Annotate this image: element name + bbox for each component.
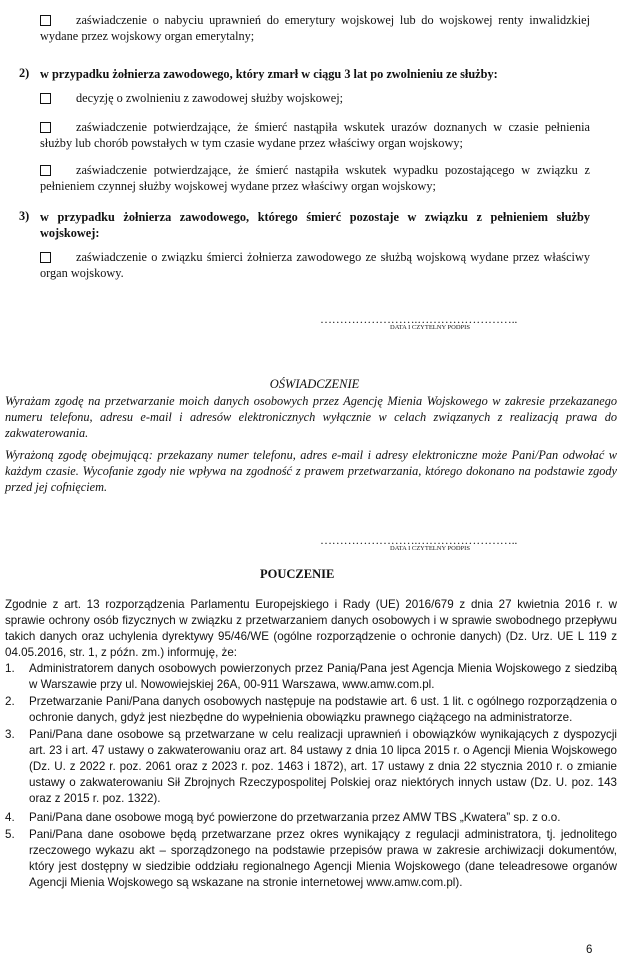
case-3-heading: w przypadku żołnierza zawodowego, którego śmierć pozostaje w związku z pełnieniem służby wojskowej: xyxy=(40,210,590,240)
option-emerytura: zaświadczenie o nabyciu uprawnień do emerytury wojskowej lub do wojskowej renty inwalidzkiej wydane przez wojskowy organ emerytalny; xyxy=(40,13,590,43)
case-2-heading: w przypadku żołnierza zawodowego, który zmarł w ciągu 3 lat po zwolnieniu ze służby: xyxy=(40,67,498,81)
list-item-number: 3. xyxy=(5,728,15,741)
case-2-option-2: zaświadczenie potwierdzające, że śmierć nastąpiła wskutek urazów doznanych w czasie pełnienia służby lub chorób powstałych w tym czasie wydane przez właściwy organ wojskowy; xyxy=(40,120,590,150)
oswiadczenie-paragraph-1: Wyrażam zgodę na przetwarzanie moich danych osobowych przez Agencję Mienia Wojskowego w zakresie przekazanego numeru telefonu, adresu e-mail i adresów elektronicznych wyłącznie w celach związanych z realizacją prawa do zakwaterowania. xyxy=(5,394,617,440)
case-3-option-1: zaświadczenie o związku śmierci żołnierza zawodowego ze służbą wojskową wydane przez właściwy organ wojskowy. xyxy=(40,250,590,280)
case-3-number: 3) xyxy=(19,209,30,223)
list-item-text: Pani/Pana dane osobowe są przetwarzane w celu realizacji uprawnień i obowiązków wynikających z dyspozycji art. 23 i art. 47 ustawy o zakwaterowaniu oraz art. 84 ustawy z dnia 10 lipca 2015 r. o Agencji Mienia Wojskowego (Dz. U. z 2022 r. poz. 2061 oraz z 2023 r. poz. 1463 i 1872), art. 17 ustawy z dnia 22 stycznia 2010 r. o zmianie ustawy o zakwaterowaniu Sił Zbrojnych Rzeczypospolitej Polskiej oraz niektórych innych ustaw (Dz. U. poz. 143 oraz z 2015 r. poz. 1322). xyxy=(29,728,617,805)
list-item-text: Pani/Pana dane osobowe będą przetwarzane przez okres wynikający z regulacji administratora, tj. jednolitego rzeczowego wykazu akt – sporządzonego na podstawie przepisów prawa w zakresie archiwizacji dokumentów, który jest dostępny w siedzibie oddziału regionalnego Agencji Mienia Wojskowego (dane teleadresowe organów Agencji Mienia Wojskowego są wskazane na stronie internetowej www.amw.com.pl). xyxy=(29,828,617,889)
list-item-text: Administratorem danych osobowych powierzonych przez Panią/Pana jest Agencja Mienia Wojskowego z siedzibą w Warszawie przy ul. Nowowiejskiej 26A, 00-911 Warszawa, www.amw.com.pl. xyxy=(29,662,617,691)
signature-line[interactable]: …………………….…………………….. xyxy=(320,312,518,326)
case-2-option-3: zaświadczenie potwierdzające, że śmierć nastąpiła wskutek wypadku pozostającego w związku z pełnieniem czynnej służby wojskowej wydane przez właściwy organ wojskowy; xyxy=(40,163,590,193)
oswiadczenie-paragraph-2: Wyrażoną zgodę obejmującą: przekazany numer telefonu, adres e-mail i adresy elektroniczne może Pani/Pan odwołać w każdym czasie. Wycofanie zgody nie wpływa na zgodność z prawem przetwarzania, którego dokonano na podstawie zgody przed jej cofnięciem. xyxy=(5,448,617,494)
case-2-option-1: decyzję o zwolnieniu z zawodowej służby wojskowej; xyxy=(76,91,344,105)
list-item-text: Pani/Pana dane osobowe mogą być powierzone do przetwarzania przez AMW TBS „Kwatera” sp. z o.o. xyxy=(29,811,561,824)
signature-caption: DATA I CZYTELNY PODPIS xyxy=(390,324,470,331)
list-item-number: 4. xyxy=(5,811,15,824)
case-2-number: 2) xyxy=(19,66,30,80)
signature-caption: DATA I CZYTELNY PODPIS xyxy=(390,545,470,552)
list-item-text: Przetwarzanie Pani/Pana danych osobowych następuje na podstawie art. 6 ust. 1 lit. c ogólnego rozporządzenia o ochronie danych, gdyż jest niezbędne do wypełnienia obowiązku prawnego ciążącego na administratorze. xyxy=(29,695,617,724)
list-item-number: 2. xyxy=(5,695,15,708)
pouczenie-intro: Zgodnie z art. 13 rozporządzenia Parlamentu Europejskiego i Rady (UE) 2016/679 z dnia 27 kwietnia 2016 r. w sprawie ochrony osób fizycznych w związku z przetwarzaniem danych osobowych i w sprawie swobodnego przepływu takich danych oraz uchylenia dyrektywy 95/46/WE (ogólne rozporządzenie o ochronie danych) (Dz. Urz. UE L 119 z 04.05.2016, str. 1, z późn. zm.) informuję, że: xyxy=(5,598,617,659)
page-number: 6 xyxy=(586,944,593,956)
list-item-number: 1. xyxy=(5,662,15,675)
signature-line[interactable]: …………………….…………………….. xyxy=(320,533,518,547)
pouczenie-title: POUCZENIE xyxy=(260,567,335,581)
oswiadczenie-title: OŚWIADCZENIE xyxy=(269,377,360,391)
list-item-number: 5. xyxy=(5,828,15,841)
